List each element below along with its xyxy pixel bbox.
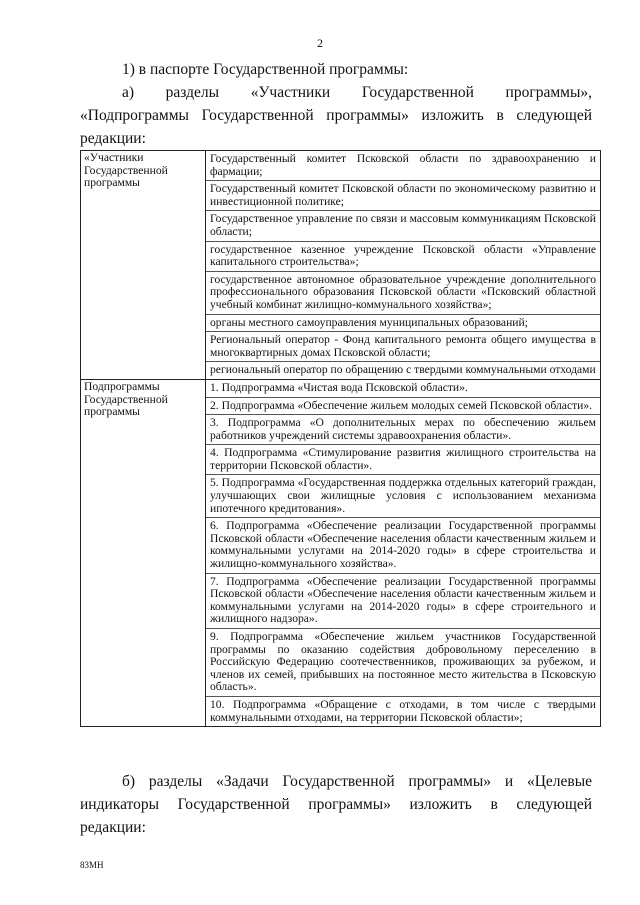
row-content-subprograms [206, 379, 601, 726]
list-item: Государственное управление по связи и массовым коммуникациям Псковской области; [206, 210, 600, 240]
list-item: Региональный оператор - Фонд капитального ремонта общего имущества в многоквартирных домах Псковской области; [206, 331, 600, 361]
list-item: 2. Подпрограмма «Обеспечение жильем молодых семей Псковской области». [206, 397, 600, 415]
list-item: 7. Подпрограмма «Обеспечение реализации Государственной программы Псковской области «Обеспечение населения области качественным жильем и коммунальными услугами на 2014-2020 годы» в сфере строительного и жилищного надзора». [206, 573, 600, 628]
intro-line-3: «Подпрограммы Государственной программы» изложить в следующей [80, 107, 592, 124]
row-content-participants [206, 151, 601, 380]
table-row [81, 379, 601, 726]
list-item: региональный оператор по обращению с твердыми коммунальными отходами [206, 361, 600, 379]
list-item: Государственный комитет Псковской области по здравоохранению и фармации; [210, 152, 596, 178]
outro-line-1: б) разделы «Задачи Государственной программы» и «Целевые [122, 773, 592, 790]
row-label-subprograms: Подпрограммы Государственной программы [81, 379, 206, 726]
intro-line-1: 1) в паспорте Государственной программы: [122, 61, 409, 78]
list-item: 3. Подпрограмма «О дополнительных мерах по обеспечению жильем работников учреждений системы здравоохранения области». [206, 414, 600, 444]
list-item: государственное автономное образовательное учреждение дополнительного профессионального образования Псковской области «Псковский областной учебный комбинат жилищно-коммунального хозяйства»; [206, 271, 600, 314]
list-item: 9. Подпрограмма «Обеспечение жильем участников Государственной программы по оказанию содействия добровольному переселению в Российскую Федерацию соотечественников, проживающих за рубежом, и членов их семей, прибывших на постоянное место жительства в Псковскую область». [206, 628, 600, 696]
program-passport-table [80, 150, 601, 727]
outro-line-2: индикаторы Государственной программы» изложить в следующей [80, 796, 592, 813]
intro-line-2: а) разделы «Участники Государственной программы», [122, 84, 592, 101]
list-item: 4. Подпрограмма «Стимулирование развития жилищного строительства на территории Псковской области». [206, 444, 600, 474]
list-item: 1. Подпрограмма «Чистая вода Псковской области». [210, 380, 468, 394]
page-number: 2 [317, 36, 323, 50]
list-item: 5. Подпрограмма «Государственная поддержка отдельных категорий граждан, улучшающих свои жилищные условия с использованием механизма ипотечного кредитования». [206, 474, 600, 517]
footer-code: 83МН [80, 860, 104, 870]
list-item: 10. Подпрограмма «Обращение с отходами, в том числе с твердыми коммунальными отходами, на территории Псковской области»; [206, 696, 600, 726]
intro-line-4: редакции: [80, 130, 146, 147]
list-item: органы местного самоуправления муниципальных образований; [206, 314, 600, 332]
list-item: Государственный комитет Псковской области по экономическому развитию и инвестиционной политике; [206, 180, 600, 210]
outro-line-3: редакции: [80, 819, 146, 836]
row-label-participants: «Участники Государственной программы [81, 151, 206, 380]
list-item: 6. Подпрограмма «Обеспечение реализации Государственной программы Псковской области «Обеспечение населения области качественным жильем и коммунальными услугами на 2014-2020 годы» в сфере строительства и жилищно-коммунального хозяйства». [206, 517, 600, 572]
table-row [81, 151, 601, 380]
list-item: государственное казенное учреждение Псковской области «Управление капитального строительства»; [206, 241, 600, 271]
